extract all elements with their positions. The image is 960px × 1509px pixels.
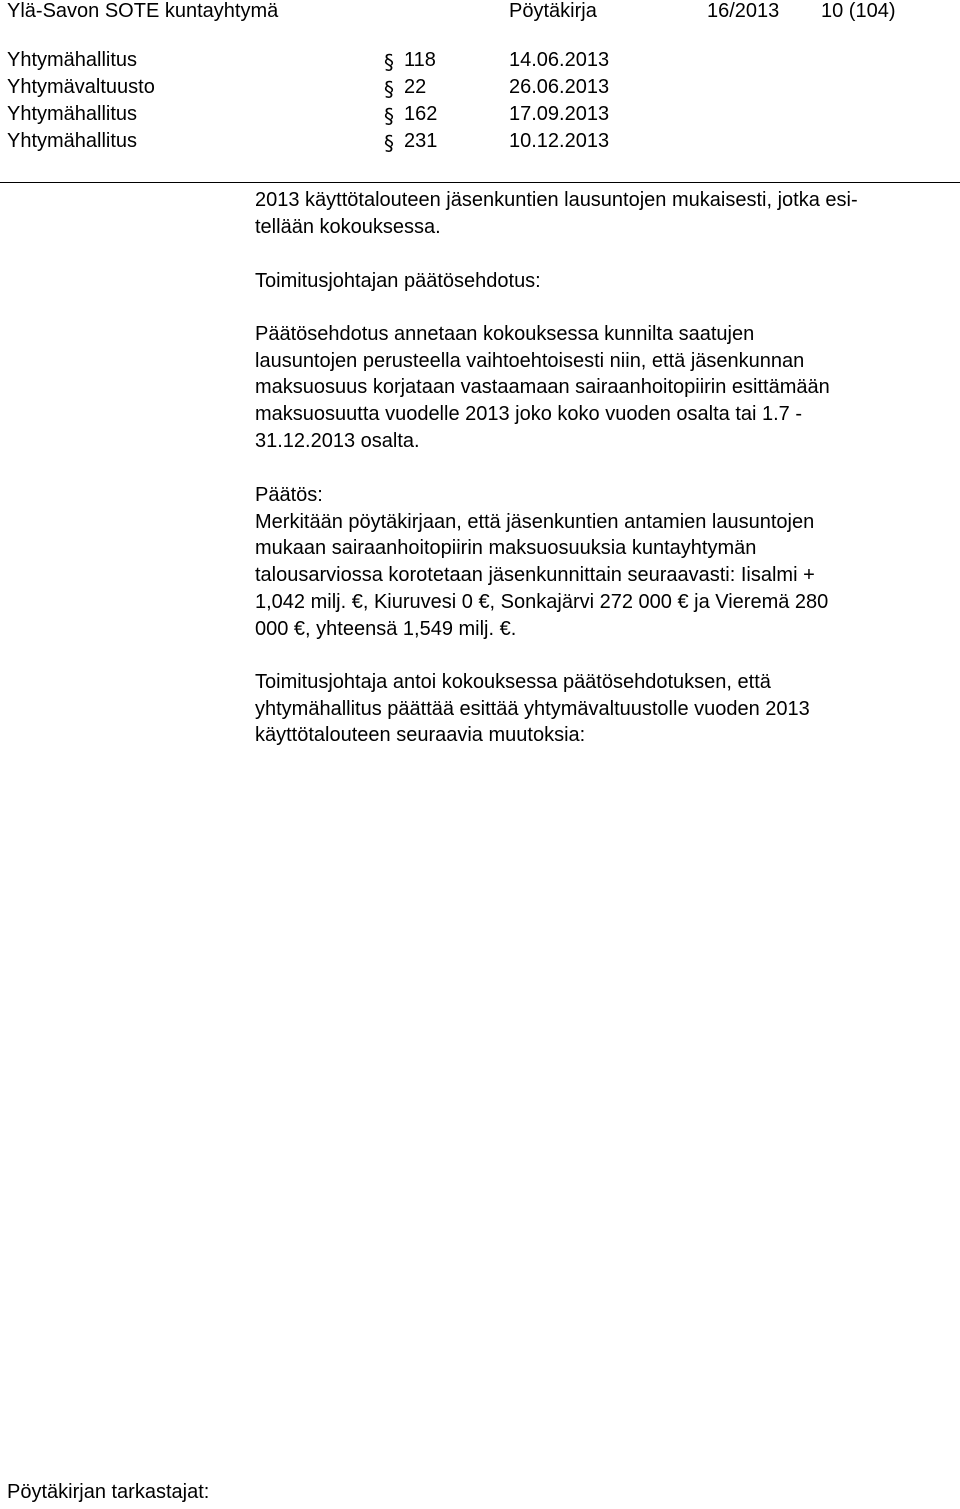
proposal-heading-text: Toimitusjohtajan päätösehdotus: — [255, 270, 541, 292]
svg-text:§: § — [384, 78, 394, 100]
text-line: käyttötalouteen seuraavia muutoksia: — [255, 724, 586, 747]
history-row — [0, 49, 960, 76]
text-line: 2013 käyttötalouteen jäsenkuntien lausuntojen mukaisesti, jotka esi- — [255, 189, 858, 211]
history-section-number: 22 — [404, 76, 427, 98]
document-number: 16/2013 — [707, 0, 780, 22]
history-date: 10.12.2013 — [509, 130, 610, 152]
history-row — [0, 76, 960, 103]
history-date: 17.09.2013 — [509, 103, 610, 125]
history-body: Yhtymävaltuusto — [7, 76, 155, 98]
history-date: 26.06.2013 — [509, 76, 610, 98]
text-line: mukaan sairaanhoitopiirin maksuosuuksia kuntayhtymän — [255, 537, 757, 560]
section-sign-icon — [383, 105, 399, 127]
history-body: Yhtymähallitus — [7, 130, 138, 152]
text-line: maksuosuutta vuodelle 2013 joko koko vuoden osalta tai 1.7 - — [255, 403, 803, 426]
ceo-proposal-paragraph — [255, 669, 955, 749]
text-line: yhtymähallitus päättää esittää yhtymävaltuustolle vuoden 2013 — [255, 697, 810, 720]
text-line: Merkitään pöytäkirjaan, että jäsenkuntien antamien lausuntojen — [255, 510, 815, 533]
reviewers-label: Pöytäkirjan tarkastajat: — [7, 1481, 210, 1503]
history-row — [0, 130, 960, 157]
proposal-paragraph — [255, 321, 955, 455]
decision-heading: Päätös: — [255, 484, 323, 506]
intro-paragraph — [255, 187, 955, 240]
header-divider — [0, 182, 960, 183]
text-line: tellään kokouksessa. — [255, 215, 441, 238]
text-line: 31.12.2013 osalta. — [255, 429, 420, 452]
text-line: maksuosuus korjataan vastaamaan sairaanhoitopiirin esittämään — [255, 376, 830, 399]
svg-text:§: § — [384, 132, 394, 154]
history-date: 14.06.2013 — [509, 49, 610, 71]
text-line: 000 €, yhteensä 1,549 milj. €. — [255, 617, 517, 640]
text-line: 1,042 milj. €, Kiuruvesi 0 €, Sonkajärvi 272 000 € ja Vieremä 280 — [255, 590, 829, 613]
text-line: talousarviossa korotetaan jäsenkunnittain seuraavasti: Iisalmi + — [255, 564, 815, 587]
text-line: Päätösehdotus annetaan kokouksessa kunnilta saatujen — [255, 323, 755, 345]
svg-text:§: § — [384, 51, 394, 73]
section-sign-icon — [383, 51, 399, 73]
svg-text:§: § — [384, 105, 394, 127]
history-section-number: 118 — [404, 49, 436, 71]
page-number: 10 (104) — [821, 0, 896, 22]
organization-name: Ylä-Savon SOTE kuntayhtymä — [7, 0, 279, 22]
history-section-number: 162 — [404, 103, 438, 125]
section-sign-icon — [383, 132, 399, 154]
proposal-heading — [255, 268, 955, 295]
decision-section — [255, 482, 955, 642]
text-line: Toimitusjohtaja antoi kokouksessa päätösehdotuksen, että — [255, 671, 771, 693]
section-sign-icon — [383, 78, 399, 100]
document-type: Pöytäkirja — [509, 0, 597, 22]
history-section-number: 231 — [404, 130, 438, 152]
history-row — [0, 103, 960, 130]
history-body: Yhtymähallitus — [7, 49, 138, 71]
text-line: lausuntojen perusteella vaihtoehtoisesti niin, että jäsenkunnan — [255, 349, 805, 372]
history-body: Yhtymähallitus — [7, 103, 138, 125]
